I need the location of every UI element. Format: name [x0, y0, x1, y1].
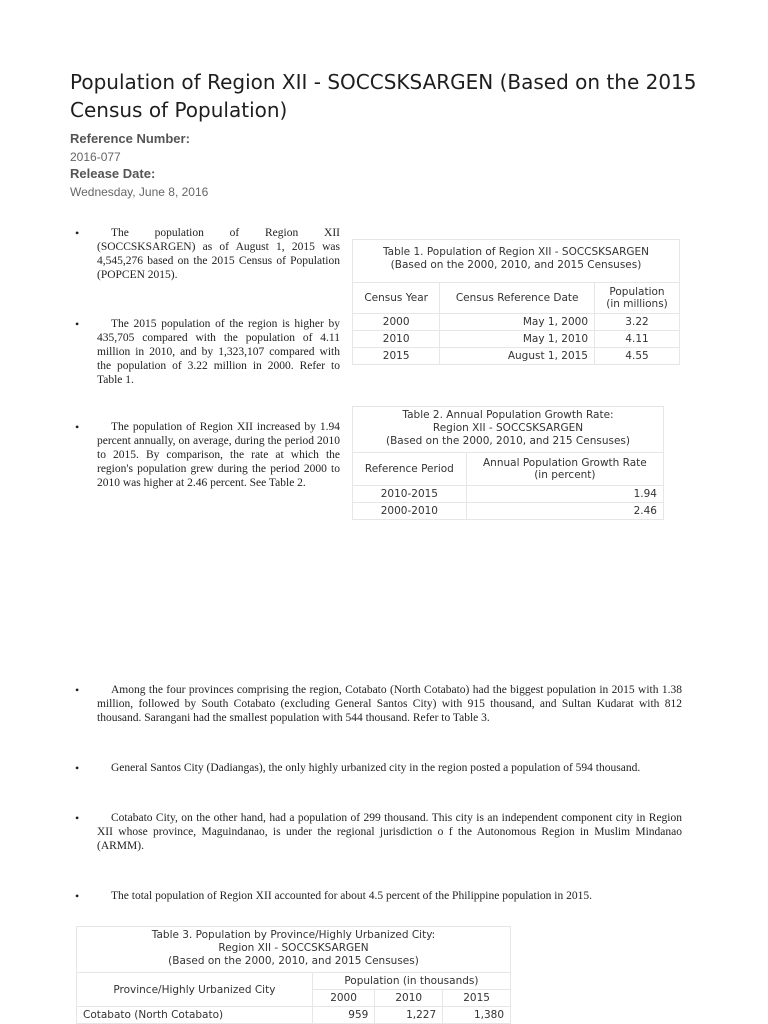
table-3-header-year: 2010 [375, 990, 443, 1007]
table-row: 2010 May 1, 2010 4.11 [353, 331, 680, 348]
table-1-caption: Table 1. Population of Region XII - SOCCSKSARGEN (Based on the 2000, 2010, and 2015 Censuses) [353, 240, 680, 283]
table-row: 2000-2010 2.46 [353, 503, 664, 520]
bullet-item: • The total population of Region XII accounted for about 4.5 percent of the Philippine population in 2015. [75, 889, 592, 903]
table-2-header-period: Reference Period [353, 453, 467, 486]
table-1-header-year: Census Year [353, 283, 440, 314]
bullet-item: • The population of Region XII increased by 1.94 percent annually, on average, during the period 2010 to 2015. By comparison, the rate at which the region's population grew during the period 2000 to 2010 was higher at 2.46 percent. See Table 2. [75, 420, 340, 489]
release-date-label: Release Date: [70, 166, 156, 181]
table-2-header-rate: Annual Population Growth Rate (in percent) [466, 453, 663, 486]
bullet-dot-icon: • [75, 889, 80, 903]
table-row: 2000 May 1, 2000 3.22 [353, 314, 680, 331]
bullet-item: • The population of Region XII (SOCCSKSARGEN) as of August 1, 2015 was 4,545,276 based on the 2015 Census of Population (POPCEN 2015). [75, 226, 340, 281]
table-3-header-population: Population (in thousands) [312, 973, 510, 990]
table-1-header-population: Population (in millions) [595, 283, 680, 314]
table-3-header-year: 2000 [312, 990, 375, 1007]
table-3-header-year: 2015 [443, 990, 511, 1007]
page-title: Population of Region XII - SOCCSKSARGEN (Based on the 2015 Census of Population) [70, 70, 697, 122]
table-3 [76, 926, 511, 1024]
bullet-item: • The 2015 population of the region is higher by 435,705 compared with the population of 4.11 million in 2010, and by 1,323,107 compared with the population of 3.22 million in 2000. Refer to Table 1. [75, 317, 340, 386]
reference-number-label: Reference Number: [70, 131, 190, 146]
bullet-dot-icon: • [75, 317, 80, 331]
table-1-header-date: Census Reference Date [440, 283, 595, 314]
table-1 [352, 239, 680, 365]
table-3-caption: Table 3. Population by Province/Highly Urbanized City: Region XII - SOCCSKSARGEN (Based on the 2000, 2010, and 2015 Censuses) [77, 927, 511, 973]
table-2-caption: Table 2. Annual Population Growth Rate: Region XII - SOCCSKSARGEN (Based on the 2000, 2010, and 215 Censuses) [353, 407, 664, 453]
bullet-dot-icon: • [75, 811, 80, 825]
table-row: 2015 August 1, 2015 4.55 [353, 348, 680, 365]
bullet-dot-icon: • [75, 683, 80, 697]
table-row: Cotabato (North Cotabato) 959 1,227 1,380 [77, 1007, 511, 1024]
release-date: Wednesday, June 8, 2016 [70, 185, 209, 199]
bullet-dot-icon: • [75, 226, 80, 240]
bullet-dot-icon: • [75, 761, 80, 775]
bullet-dot-icon: • [75, 420, 80, 434]
bullet-item: • General Santos City (Dadiangas), the only highly urbanized city in the region posted a population of 594 thousand. [75, 761, 641, 775]
table-2 [352, 406, 664, 520]
table-3-header-province: Province/Highly Urbanized City [77, 973, 313, 1007]
bullet-item: • Cotabato City, on the other hand, had a population of 299 thousand. This city is an independent component city in Region XII whose province, Maguindanao, is under the regional jurisdiction o f the Autonomous Region in Muslim Mindanao (ARMM). [75, 811, 682, 852]
bullet-item: • Among the four provinces comprising the region, Cotabato (North Cotabato) had the biggest population in 2015 with 1.38 million, followed by South Cotabato (excluding General Santos City) with 915 thousand, and Sultan Kudarat with 812 thousand. Sarangani had the smallest population with 544 thousand. Refer to Table 3. [75, 683, 682, 724]
reference-number: 2016-077 [70, 150, 121, 164]
table-row: 2010-2015 1.94 [353, 486, 664, 503]
